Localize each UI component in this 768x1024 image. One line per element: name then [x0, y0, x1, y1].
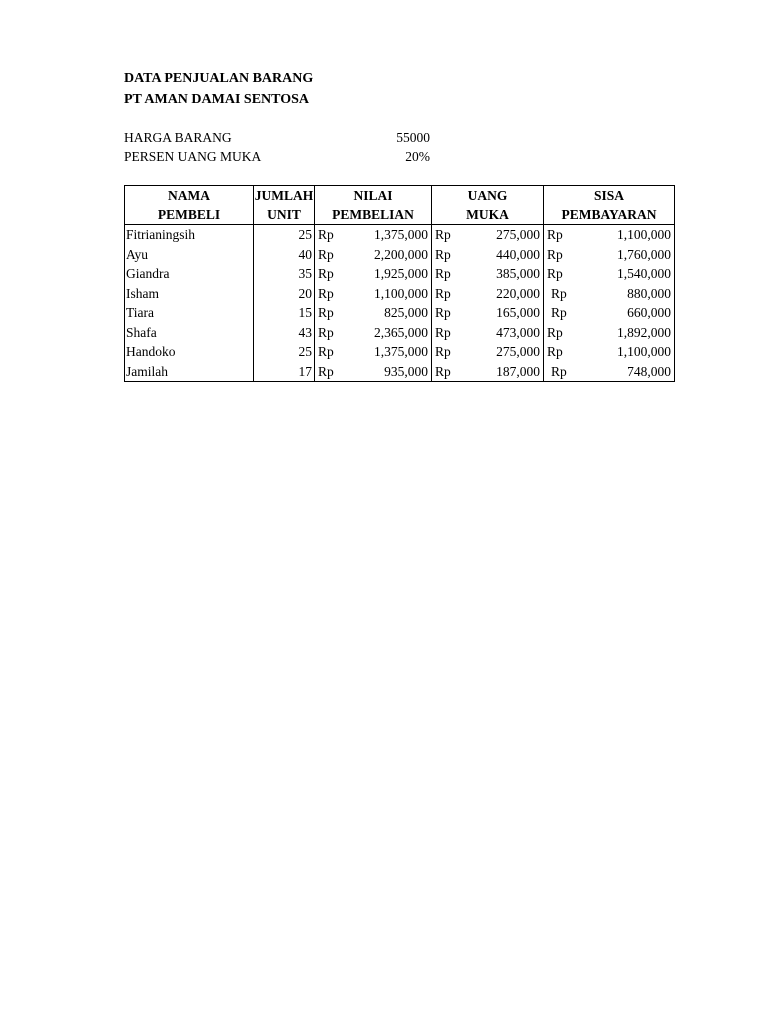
uang-muka-amount: 473,000 — [496, 324, 540, 340]
cell-nama: Giandra — [125, 264, 254, 284]
sisa-amount: 660,000 — [627, 305, 671, 321]
nilai-amount: 1,375,000 — [374, 227, 428, 243]
currency-label: Rp — [551, 363, 567, 379]
cell-uang-muka — [432, 225, 544, 245]
currency-label: Rp — [318, 227, 334, 243]
cell-uang-muka — [432, 362, 544, 382]
currency-label: Rp — [318, 246, 334, 262]
cell-unit: 40 — [254, 245, 315, 265]
currency-label: Rp — [318, 266, 334, 282]
table-row — [125, 342, 675, 362]
cell-nilai-pembelian — [315, 264, 432, 284]
cell-nilai-pembelian — [315, 303, 432, 323]
cell-uang-muka — [432, 245, 544, 265]
cell-sisa-pembayaran — [544, 225, 675, 245]
persen-uang-muka-row — [124, 147, 430, 167]
sisa-amount: 880,000 — [627, 285, 671, 301]
cell-nama: Tiara — [125, 303, 254, 323]
cell-sisa-pembayaran — [544, 342, 675, 362]
cell-nama: Isham — [125, 284, 254, 304]
currency-label: Rp — [547, 324, 563, 340]
uang-muka-amount: 187,000 — [496, 363, 540, 379]
uang-muka-amount: 275,000 — [496, 344, 540, 360]
harga-barang-row — [124, 128, 430, 148]
cell-nilai-pembelian — [315, 342, 432, 362]
table-row — [125, 323, 675, 343]
currency-label: Rp — [435, 266, 451, 282]
cell-sisa-pembayaran — [544, 264, 675, 284]
cell-nama: Handoko — [125, 342, 254, 362]
cell-unit: 20 — [254, 284, 315, 304]
cell-sisa-pembayaran — [544, 284, 675, 304]
currency-label: Rp — [318, 344, 334, 360]
sales-table — [124, 185, 675, 382]
harga-barang-label: HARGA BARANG — [124, 130, 232, 145]
table-header-row — [125, 186, 675, 225]
nilai-amount: 2,200,000 — [374, 246, 428, 262]
currency-label: Rp — [547, 344, 563, 360]
currency-label: Rp — [551, 285, 567, 301]
uang-muka-amount: 220,000 — [496, 285, 540, 301]
cell-sisa-pembayaran — [544, 245, 675, 265]
currency-label: Rp — [547, 246, 563, 262]
currency-label: Rp — [435, 227, 451, 243]
uang-muka-amount: 385,000 — [496, 266, 540, 282]
header-nilai-pembelian: NILAI PEMBELIAN — [315, 186, 432, 225]
currency-label: Rp — [435, 344, 451, 360]
currency-label: Rp — [547, 266, 563, 282]
currency-label: Rp — [318, 285, 334, 301]
cell-nilai-pembelian — [315, 245, 432, 265]
harga-barang-value: 55000 — [396, 130, 430, 145]
persen-uang-muka-label: PERSEN UANG MUKA — [124, 149, 262, 164]
cell-sisa-pembayaran — [544, 362, 675, 382]
currency-label: Rp — [435, 324, 451, 340]
sisa-amount: 1,100,000 — [617, 344, 671, 360]
nilai-amount: 2,365,000 — [374, 324, 428, 340]
cell-sisa-pembayaran — [544, 323, 675, 343]
table-row — [125, 245, 675, 265]
header-uang-muka: UANG MUKA — [432, 186, 544, 225]
currency-label: Rp — [435, 246, 451, 262]
cell-unit: 17 — [254, 362, 315, 382]
cell-unit: 15 — [254, 303, 315, 323]
document-title: DATA PENJUALAN BARANG — [124, 71, 314, 86]
cell-uang-muka — [432, 323, 544, 343]
nilai-amount: 1,100,000 — [374, 285, 428, 301]
cell-unit: 25 — [254, 225, 315, 245]
currency-label: Rp — [435, 363, 451, 379]
currency-label: Rp — [435, 285, 451, 301]
company-name: PT AMAN DAMAI SENTOSA — [124, 92, 310, 107]
cell-nilai-pembelian — [315, 225, 432, 245]
cell-nama: Ayu — [125, 245, 254, 265]
uang-muka-amount: 440,000 — [496, 246, 540, 262]
nilai-amount: 1,375,000 — [374, 344, 428, 360]
currency-label: Rp — [318, 363, 334, 379]
header-nama-pembeli: NAMA PEMBELI — [125, 186, 254, 225]
sisa-amount: 1,540,000 — [617, 266, 671, 282]
table-row — [125, 284, 675, 304]
cell-nilai-pembelian — [315, 362, 432, 382]
nilai-amount: 825,000 — [384, 305, 428, 321]
cell-uang-muka — [432, 284, 544, 304]
sisa-amount: 1,760,000 — [617, 246, 671, 262]
cell-nama: Shafa — [125, 323, 254, 343]
cell-nilai-pembelian — [315, 323, 432, 343]
table-row — [125, 303, 675, 323]
currency-label: Rp — [318, 324, 334, 340]
cell-nilai-pembelian — [315, 284, 432, 304]
table-row — [125, 225, 675, 245]
sisa-amount: 1,100,000 — [617, 227, 671, 243]
nilai-amount: 1,925,000 — [374, 266, 428, 282]
sisa-amount: 748,000 — [627, 363, 671, 379]
currency-label: Rp — [551, 305, 567, 321]
cell-uang-muka — [432, 342, 544, 362]
cell-uang-muka — [432, 303, 544, 323]
nilai-amount: 935,000 — [384, 363, 428, 379]
currency-label: Rp — [435, 305, 451, 321]
header-sisa-pembayaran: SISA PEMBAYARAN — [544, 186, 675, 225]
cell-unit: 43 — [254, 323, 315, 343]
uang-muka-amount: 165,000 — [496, 305, 540, 321]
sisa-amount: 1,892,000 — [617, 324, 671, 340]
currency-label: Rp — [547, 227, 563, 243]
header-jumlah-unit: JUMLAH UNIT — [254, 186, 315, 225]
cell-sisa-pembayaran — [544, 303, 675, 323]
uang-muka-amount: 275,000 — [496, 227, 540, 243]
persen-uang-muka-value: 20% — [405, 149, 430, 164]
table-row — [125, 362, 675, 382]
currency-label: Rp — [318, 305, 334, 321]
cell-unit: 25 — [254, 342, 315, 362]
table-row — [125, 264, 675, 284]
cell-nama: Fitrianingsih — [125, 225, 254, 245]
cell-unit: 35 — [254, 264, 315, 284]
cell-nama: Jamilah — [125, 362, 254, 382]
cell-uang-muka — [432, 264, 544, 284]
